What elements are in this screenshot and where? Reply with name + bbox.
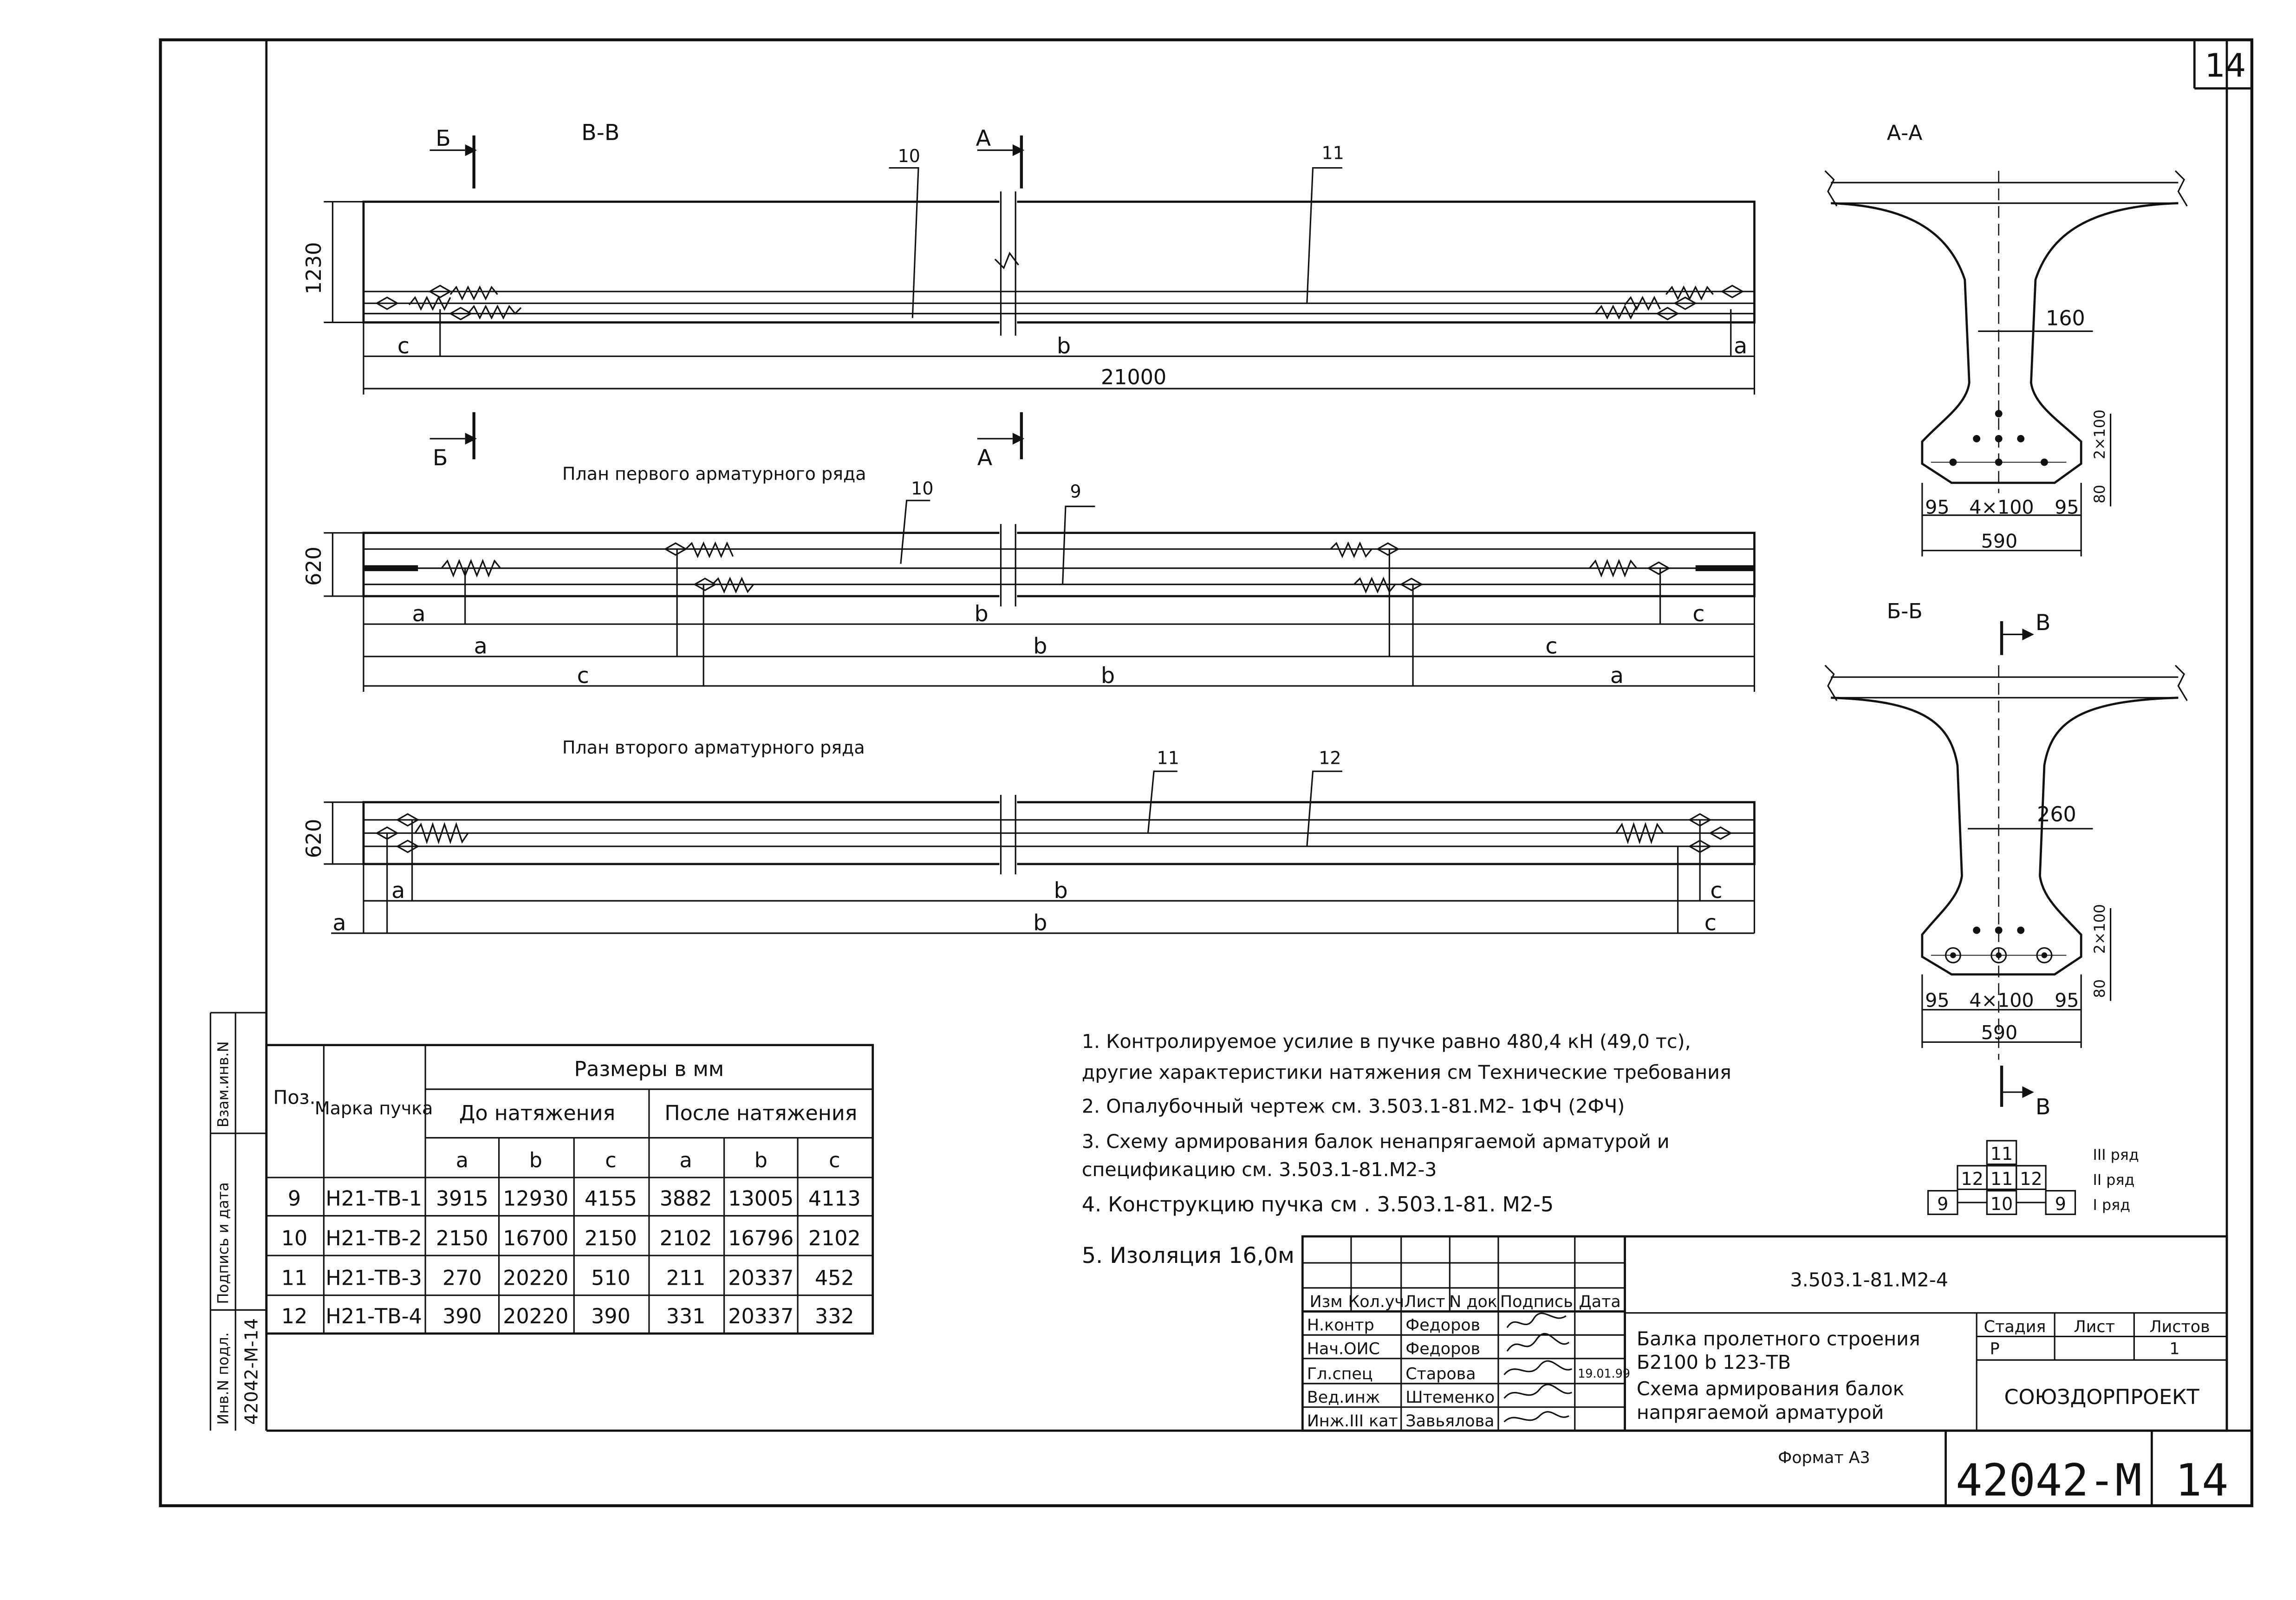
plan2-dim-b2: b [1033, 910, 1047, 936]
plan-first-row [302, 464, 1754, 692]
plan1-dim-b3: b [1101, 663, 1115, 689]
table-cell-value: 331 [666, 1304, 706, 1328]
scheme-r3-cell-1: 11 [1990, 1144, 2013, 1164]
tb-head-ndok: N док [1449, 1293, 1497, 1312]
tb-head-list: Лист [1404, 1293, 1445, 1312]
table-header-before: До натяжения [459, 1101, 616, 1125]
elevation-view-vv [302, 120, 1754, 471]
plan1-dim-c2: c [1545, 633, 1558, 659]
table-cell-value: 2102 [659, 1226, 712, 1250]
table-cell-value: 3882 [659, 1187, 712, 1211]
section-letter-a-bottom: А [977, 445, 993, 471]
table-header-pos: Поз. [273, 1086, 316, 1109]
bb-dim-80: 80 [2091, 979, 2108, 998]
section-letter-b-top: Б [436, 125, 451, 151]
plan-second-row [302, 737, 1754, 936]
plan2-dim-a1: a [391, 878, 405, 904]
bb-dim-260: 260 [2037, 802, 2076, 826]
aa-dim-95-right: 95 [2055, 496, 2079, 519]
tb-title-4: напрягаемой арматурой [1636, 1401, 1884, 1424]
table-cell-pos: 11 [281, 1266, 308, 1290]
plan1-dim-620: 620 [302, 546, 326, 586]
table-header-mark: Марка пучка [314, 1098, 433, 1119]
anchor-spring-right-2 [1666, 287, 1713, 299]
bb-beam-contour [1831, 698, 2178, 975]
callout-11-plan2: 11 [1157, 748, 1179, 768]
plan1-title: План первого арматурного ряда [562, 463, 866, 484]
table-cell-value: 390 [442, 1304, 482, 1328]
tb-head-podpis: Подпись [1500, 1293, 1573, 1312]
signature-3 [1504, 1361, 1572, 1375]
table-cell-value: 270 [442, 1266, 482, 1290]
aa-dim-80: 80 [2091, 484, 2108, 504]
table-cell-value: 4113 [808, 1187, 861, 1211]
table-cell-value: 452 [814, 1266, 854, 1290]
aa-strand-top [1995, 410, 2003, 417]
table-cell-value: 2150 [436, 1226, 488, 1250]
subhead-c-before: c [605, 1148, 617, 1172]
table-cell-value: 211 [666, 1266, 706, 1290]
bb-flange-lines [1831, 677, 2178, 697]
note-3b: спецификацию см. 3.503.1-81.М2-3 [1081, 1158, 1437, 1181]
table-cell-mark: Н21-ТВ-3 [325, 1266, 422, 1290]
table-cell-value: 332 [814, 1304, 854, 1328]
bb-dim-590: 590 [1981, 1021, 2018, 1044]
aa-title: А-А [1886, 121, 1923, 145]
plan2-break-gap [999, 795, 1017, 874]
table-cell-value: 20220 [503, 1266, 569, 1290]
tb-org: СОЮЗДОРПРОЕКТ [2004, 1385, 2199, 1410]
table-cell-value: 2150 [585, 1226, 637, 1250]
subhead-c-after: c [829, 1148, 840, 1172]
signature-5 [1504, 1412, 1569, 1422]
table-cell-value: 20337 [728, 1266, 794, 1290]
section-letter-a-top: А [976, 125, 991, 151]
table-cell-value: 16796 [728, 1226, 794, 1250]
scheme-r1-cell-1: 9 [1937, 1193, 1949, 1214]
plan1-leader-9 [1063, 507, 1095, 585]
scheme-r2-cell-3: 12 [2020, 1168, 2042, 1189]
tb-title-1: Балка пролетного строения [1636, 1327, 1920, 1350]
scheme-r2-cell-2: 11 [1990, 1168, 2013, 1189]
code-box-code: 42042-М [1956, 1455, 2142, 1506]
section-letter-b-bottom: Б [432, 445, 448, 471]
table-cell-value: 510 [591, 1266, 631, 1290]
subhead-b-before: b [529, 1148, 542, 1172]
plan2-leader-12 [1307, 771, 1342, 846]
dim-label-a-vv: a [1734, 333, 1748, 359]
side-stamp-label-1: Инв.N подл. [215, 1332, 232, 1425]
callout-12-plan2: 12 [1319, 748, 1341, 768]
table-subheaders [456, 1149, 840, 1172]
plan2-dim-a2: a [332, 910, 346, 936]
scheme-r1-label: I ряд [2093, 1197, 2131, 1214]
plan1-dim-b1: b [974, 601, 989, 627]
beam-elevation-outline [364, 202, 1755, 322]
note-1b: другие характеристики натяжения см Технические требования [1081, 1061, 1731, 1084]
table-cell-pos: 12 [281, 1304, 308, 1328]
table-cell-mark: Н21-ТВ-2 [325, 1226, 422, 1250]
side-stamp [210, 1013, 266, 1431]
leader-10 [889, 168, 918, 318]
bb-strand-r2-3 [2017, 927, 2024, 934]
table-cell-value: 4155 [585, 1187, 637, 1211]
tb-name-2: Федоров [1405, 1340, 1481, 1359]
table-cell-value: 12930 [503, 1187, 569, 1211]
strand-rows-scheme [1928, 1141, 2139, 1214]
plan1-outline [364, 533, 1755, 596]
format-label: Формат А3 [1778, 1449, 1870, 1468]
side-stamp-label-2: Подпись и дата [215, 1182, 232, 1304]
bb-section-arrow-bottom [2022, 1086, 2034, 1098]
tb-title-2: Б2100 b 123-ТВ [1636, 1351, 1791, 1374]
aa-strand-r2-3 [2017, 435, 2024, 442]
aa-beam-contour [1831, 203, 2178, 483]
bb-break-right [2175, 665, 2187, 701]
tb-head-izm: Изм [1309, 1293, 1343, 1312]
aa-break-left [1825, 171, 1837, 206]
tb-head-koluch: Кол.уч [1348, 1293, 1405, 1312]
tb-stage-value: Р [1990, 1340, 2000, 1359]
tb-name-1: Федоров [1405, 1316, 1481, 1335]
plan1-dim-c3: c [577, 663, 589, 689]
bb-title: Б-Б [1886, 599, 1923, 624]
table-cell-mark: Н21-ТВ-1 [325, 1187, 422, 1211]
section-aa [1825, 121, 2187, 556]
tb-list-head: Лист [2074, 1317, 2115, 1336]
bb-section-arrow-top [2022, 629, 2034, 640]
tb-role-2: Нач.ОИС [1307, 1340, 1380, 1359]
note-2: 2. Опалубочный чертеж см. 3.503.1-81.М2- 1ФЧ (2ФЧ) [1081, 1095, 1625, 1118]
table-cell-value: 3915 [436, 1187, 488, 1211]
callout-10-plan1: 10 [911, 478, 934, 499]
vv-title: В-В [581, 120, 620, 146]
anchor-spring-right-3 [1595, 306, 1637, 318]
tendon-table [267, 1045, 873, 1333]
plan2-title: План второго арматурного ряда [562, 737, 865, 758]
subhead-b-after: b [754, 1148, 768, 1172]
side-stamp-label-3: Взам.инв.N [215, 1041, 232, 1128]
tb-role-1: Н.контр [1307, 1316, 1374, 1335]
table-cell-pos: 10 [281, 1226, 308, 1250]
scheme-r2-label: II ряд [2093, 1171, 2135, 1189]
tb-head-data: Дата [1579, 1293, 1621, 1312]
table-cell-pos: 9 [287, 1187, 301, 1211]
tb-stage-head: Стадия [1984, 1317, 2046, 1336]
bb-section-letter-top: В [2035, 610, 2051, 636]
corner-sheet-number: 14 [2205, 47, 2246, 85]
bb-dim-2x100: 2×100 [2091, 904, 2108, 954]
scheme-r3-label: III ряд [2093, 1147, 2139, 1164]
tb-name-4: Штеменко [1405, 1388, 1495, 1407]
plan1-break-gap [999, 524, 1017, 607]
plan1-dim-a2: a [474, 633, 488, 659]
bb-strand-r2-2 [1995, 927, 2003, 934]
note-4: 4. Конструкцию пучка см . 3.503.1-81. М2-5 [1081, 1192, 1554, 1216]
table-cell-value: 16700 [503, 1226, 569, 1250]
table-cell-mark: Н21-ТВ-4 [325, 1304, 422, 1328]
plan1-dim-c1: c [1692, 601, 1705, 627]
tb-role-4: Вед.инж [1307, 1388, 1380, 1407]
code-box-sheet: 14 [2175, 1455, 2229, 1506]
table-cell-value: 13005 [728, 1187, 794, 1211]
tb-listov-head: Листов [2149, 1317, 2210, 1336]
tb-doc-code: 3.503.1-81.М2-4 [1790, 1268, 1948, 1291]
aa-dim-2x100: 2×100 [2091, 409, 2108, 460]
signature-4 [1504, 1385, 1572, 1398]
bb-dim-95-right: 95 [2055, 989, 2079, 1012]
tb-name-5: Завьялова [1405, 1411, 1495, 1431]
table-cell-value: 20337 [728, 1304, 794, 1328]
tb-name-3: Старова [1405, 1365, 1476, 1384]
bb-section-letter-bottom: В [2035, 1094, 2051, 1120]
aa-dim-4x100: 4×100 [1969, 496, 2034, 519]
tb-listov-value: 1 [2169, 1340, 2180, 1359]
dim-height-1230: 1230 [302, 242, 326, 295]
scheme-r1-cell-3: 9 [2055, 1193, 2066, 1214]
notes-block [1082, 1030, 1731, 1268]
anchor-spring-left-3 [468, 306, 521, 318]
subhead-a-after: a [679, 1148, 692, 1172]
tb-date: 19.01.99 [1578, 1366, 1630, 1381]
plan2-dim-c1: c [1710, 878, 1723, 904]
note-3a: 3. Схему армирования балок ненапрягаемой арматурой и [1081, 1130, 1670, 1153]
plan1-dim-b2: b [1033, 633, 1047, 659]
tb-role-3: Гл.спец [1307, 1365, 1373, 1384]
table-cell-value: 20220 [503, 1304, 569, 1328]
aa-dim-95-left: 95 [1925, 496, 1950, 519]
aa-break-right [2175, 171, 2187, 206]
title-block [1302, 1236, 2227, 1431]
tb-role-5: Инж.III кат [1307, 1411, 1398, 1431]
bb-break-left [1825, 665, 1837, 701]
callout-9-plan1: 9 [1070, 481, 1081, 502]
note-5: 5. Изоляция 16,0м [1081, 1242, 1294, 1268]
plan2-dim-620: 620 [302, 819, 326, 859]
leader-11 [1307, 168, 1342, 304]
section-bb [1825, 600, 2187, 1120]
aa-dim-160: 160 [2046, 306, 2085, 331]
table-header-sizes: Размеры в мм [574, 1057, 724, 1081]
callout-10-vv: 10 [898, 145, 920, 166]
table-cell-value: 390 [591, 1304, 631, 1328]
table-rows [281, 1187, 861, 1328]
signature-1 [1507, 1314, 1566, 1328]
bb-dim-4x100: 4×100 [1969, 989, 2034, 1012]
plan2-dim-b1: b [1054, 878, 1068, 904]
bb-dim-95-left: 95 [1925, 989, 1950, 1012]
plan1-dim-a1: a [412, 601, 426, 627]
dim-label-b-vv: b [1056, 333, 1071, 359]
bb-strand-r2-1 [1973, 927, 1980, 934]
table-cell-value: 2102 [808, 1226, 861, 1250]
aa-dim-590: 590 [1981, 530, 2018, 553]
scheme-r2-cell-1: 12 [1961, 1168, 1984, 1189]
dim-length-21000: 21000 [1101, 365, 1167, 390]
subhead-a-before: a [455, 1148, 468, 1172]
note-1a: 1. Контролируемое усилие в пучке равно 480,4 кН (49,0 тс), [1081, 1030, 1691, 1053]
side-stamp-value: 42042-М-14 [241, 1318, 262, 1425]
dim-label-c-vv: c [397, 333, 410, 359]
aa-strand-r2-2 [1995, 435, 2003, 442]
aa-flange-lines [1831, 182, 2178, 203]
callout-11-vv: 11 [1321, 143, 1344, 163]
signature-2 [1507, 1333, 1569, 1351]
tb-title-3: Схема армирования балок [1636, 1378, 1905, 1400]
plan2-dim-c2: c [1704, 910, 1717, 936]
aa-strand-r2-1 [1973, 435, 1980, 442]
plan1-dim-a3: a [1610, 663, 1624, 689]
anchor-spring-left-2 [450, 287, 497, 299]
table-header-after: После натяжения [664, 1101, 858, 1125]
scheme-r1-cell-2: 10 [1990, 1193, 2013, 1214]
